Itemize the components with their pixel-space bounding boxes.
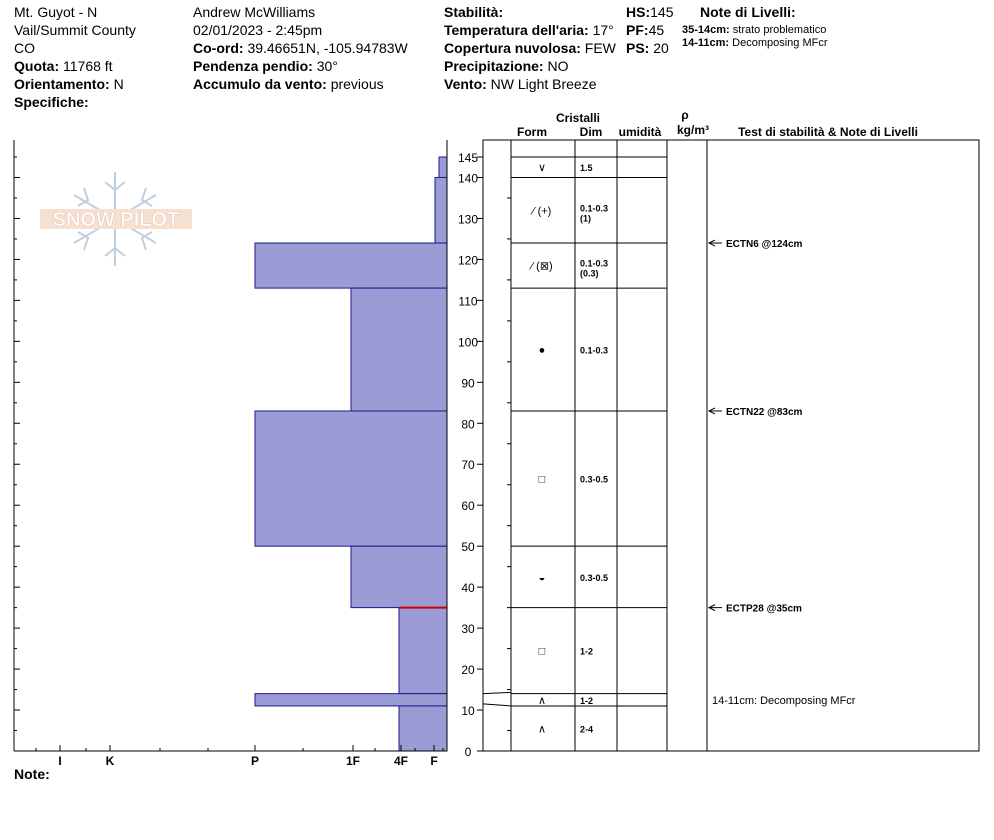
cloud-label: Copertura nuvolosa:: [444, 40, 581, 56]
depth-label-130: 130: [457, 212, 479, 227]
depth-label-110: 110: [458, 294, 478, 309]
layer-note-1-text: strato problematico: [732, 24, 827, 36]
aspect-value: N: [113, 76, 124, 92]
cloud-value: FEW: [584, 40, 616, 56]
header-density_unit: kg/m³: [676, 123, 710, 137]
hardness-tick-label-0: I: [58, 754, 62, 768]
crystal-size2-2: (0.3): [580, 268, 599, 279]
crystal-form-2: ⁄ (⊠): [531, 260, 553, 273]
snowpilot-logo: [40, 172, 192, 266]
hardness-bar-2: [255, 243, 447, 288]
depth-label-80: 80: [461, 417, 475, 432]
slope-label: Pendenza pendio:: [193, 58, 313, 74]
precip-value: NO: [547, 58, 569, 74]
crystal-size-3: 0.1-0.3: [580, 345, 609, 356]
crystal-size-8: 2-4: [580, 724, 594, 735]
depth-label-100: 100: [457, 335, 479, 350]
coord-label: Co-ord:: [193, 40, 244, 56]
datetime: 02/01/2023 - 2:45pm: [193, 22, 323, 38]
pf-label: PF:: [626, 22, 649, 38]
aspect-label: Orientamento:: [14, 76, 110, 92]
depth-label-60: 60: [461, 499, 475, 514]
wind-label: Vento:: [444, 76, 487, 92]
header-crystals: Cristalli: [555, 111, 601, 125]
crystal-form-4: □: [538, 473, 546, 486]
hardness-bar-6: [399, 608, 447, 694]
depth-label-140: 140: [457, 171, 479, 186]
crystal-form-3: ●: [538, 344, 546, 357]
leader-14: [483, 692, 511, 693]
specifics-label: Specifiche:: [14, 94, 89, 110]
depth-label-120: 120: [457, 253, 479, 268]
hardness-bar-1: [435, 177, 447, 243]
elevation-value: 11768 ft: [63, 58, 113, 74]
hardness-tick-label-1: K: [105, 754, 115, 768]
ps-value: 20: [653, 40, 669, 56]
logo-text: SNOW PILOT: [52, 209, 180, 231]
crystal-form-0: ∨: [537, 162, 547, 175]
hs-value: 145: [650, 4, 674, 20]
depth-label-90: 90: [461, 376, 475, 391]
air-temp-value: 17°: [592, 22, 614, 38]
notes-label: Note:: [14, 766, 50, 782]
depth-label-0: 0: [464, 745, 472, 759]
header-moisture: umidità: [618, 125, 662, 139]
crystal-form-1: ⁄ (+): [532, 205, 552, 218]
depth-label-40: 40: [461, 581, 475, 596]
hardness-tick-label-5: F: [430, 754, 438, 768]
depth-label-20: 20: [461, 663, 475, 678]
crystal-form-8: ∧: [537, 723, 547, 736]
hardness-tick-label-4: 4F: [393, 754, 409, 768]
layer-note-2-range: 14-11cm:: [682, 37, 730, 49]
depth-label-145: 145: [457, 151, 479, 165]
layer-note-1-range: 35-14cm:: [682, 24, 730, 36]
stability-test-2: ECTP28 @35cm: [726, 603, 802, 615]
crystal-form-5: ◒: [538, 571, 546, 584]
layer-notes-title-text: Note di Livelli:: [700, 4, 796, 20]
hs-label: HS:: [626, 4, 651, 20]
wind-value: NW Light Breeze: [490, 76, 597, 92]
stability-test-0: ECTN6 @124cm: [726, 239, 803, 251]
hardness-bar-5: [351, 546, 447, 607]
depth-label-50: 50: [461, 540, 475, 555]
header-density_symbol: ρ: [681, 108, 689, 122]
header-form: Form: [517, 125, 547, 139]
wind-loading-label: Accumulo da vento:: [193, 76, 327, 92]
location-line1: Mt. Guyot - N: [14, 4, 98, 20]
depth-label-30: 30: [461, 622, 475, 637]
depth-label-70: 70: [461, 458, 475, 473]
crystal-table: [483, 108, 979, 751]
hardness-bars: [255, 157, 447, 751]
precip-label: Precipitazione:: [444, 58, 544, 74]
hardness-tick-label-2: P: [250, 754, 260, 768]
hardness-tick-label-3: 1F: [345, 754, 361, 768]
table-frame: [483, 140, 979, 751]
location-line2: Vail/Summit County: [14, 22, 136, 38]
ps-label: PS:: [626, 40, 650, 56]
layer-note-2-text: Decomposing MFcr: [732, 37, 828, 49]
hardness-bar-7: [255, 694, 447, 706]
crystal-size-7: 1-2: [580, 695, 594, 706]
hardness-bar-4: [255, 411, 447, 546]
depth-label-10: 10: [461, 704, 475, 719]
crystal-size-0: 1.5: [580, 163, 593, 174]
hardness-bar-3: [351, 288, 447, 411]
hardness-bar-8: [399, 706, 447, 751]
crystal-size-5: 0.3-0.5: [580, 572, 609, 583]
crystal-form-6: □: [538, 645, 546, 658]
crystal-size2-1: (1): [580, 213, 591, 224]
pf-value: 45: [648, 22, 665, 38]
hardness-bar-0: [439, 157, 447, 177]
location-line3: CO: [14, 40, 35, 56]
layer-note-in-table: 14-11cm: Decomposing MFcr: [712, 694, 856, 707]
header-tests: Test di stabilità & Note di Livelli: [738, 125, 918, 139]
crystal-size-4: 0.3-0.5: [580, 474, 609, 485]
air-temp-label: Temperatura dell'aria:: [444, 22, 589, 38]
elevation-label: Quota:: [14, 58, 60, 74]
observer: Andrew McWilliams: [193, 4, 316, 20]
leader-11: [483, 704, 511, 706]
crystal-form-7: ∧: [537, 694, 547, 707]
crystal-size-6: 1-2: [580, 646, 594, 657]
slope-value: 30°: [316, 58, 338, 74]
crystal-size-2: 0.1-0.3: [580, 258, 609, 269]
stability-test-1: ECTN22 @83cm: [726, 406, 803, 418]
wind-loading-value: previous: [330, 76, 384, 92]
crystal-size-1: 0.1-0.3: [580, 203, 609, 214]
header-size: Dim: [579, 125, 603, 139]
coord-value: 39.46651N, -105.94783W: [247, 40, 408, 56]
stability-label: Stabilità:: [444, 4, 504, 20]
